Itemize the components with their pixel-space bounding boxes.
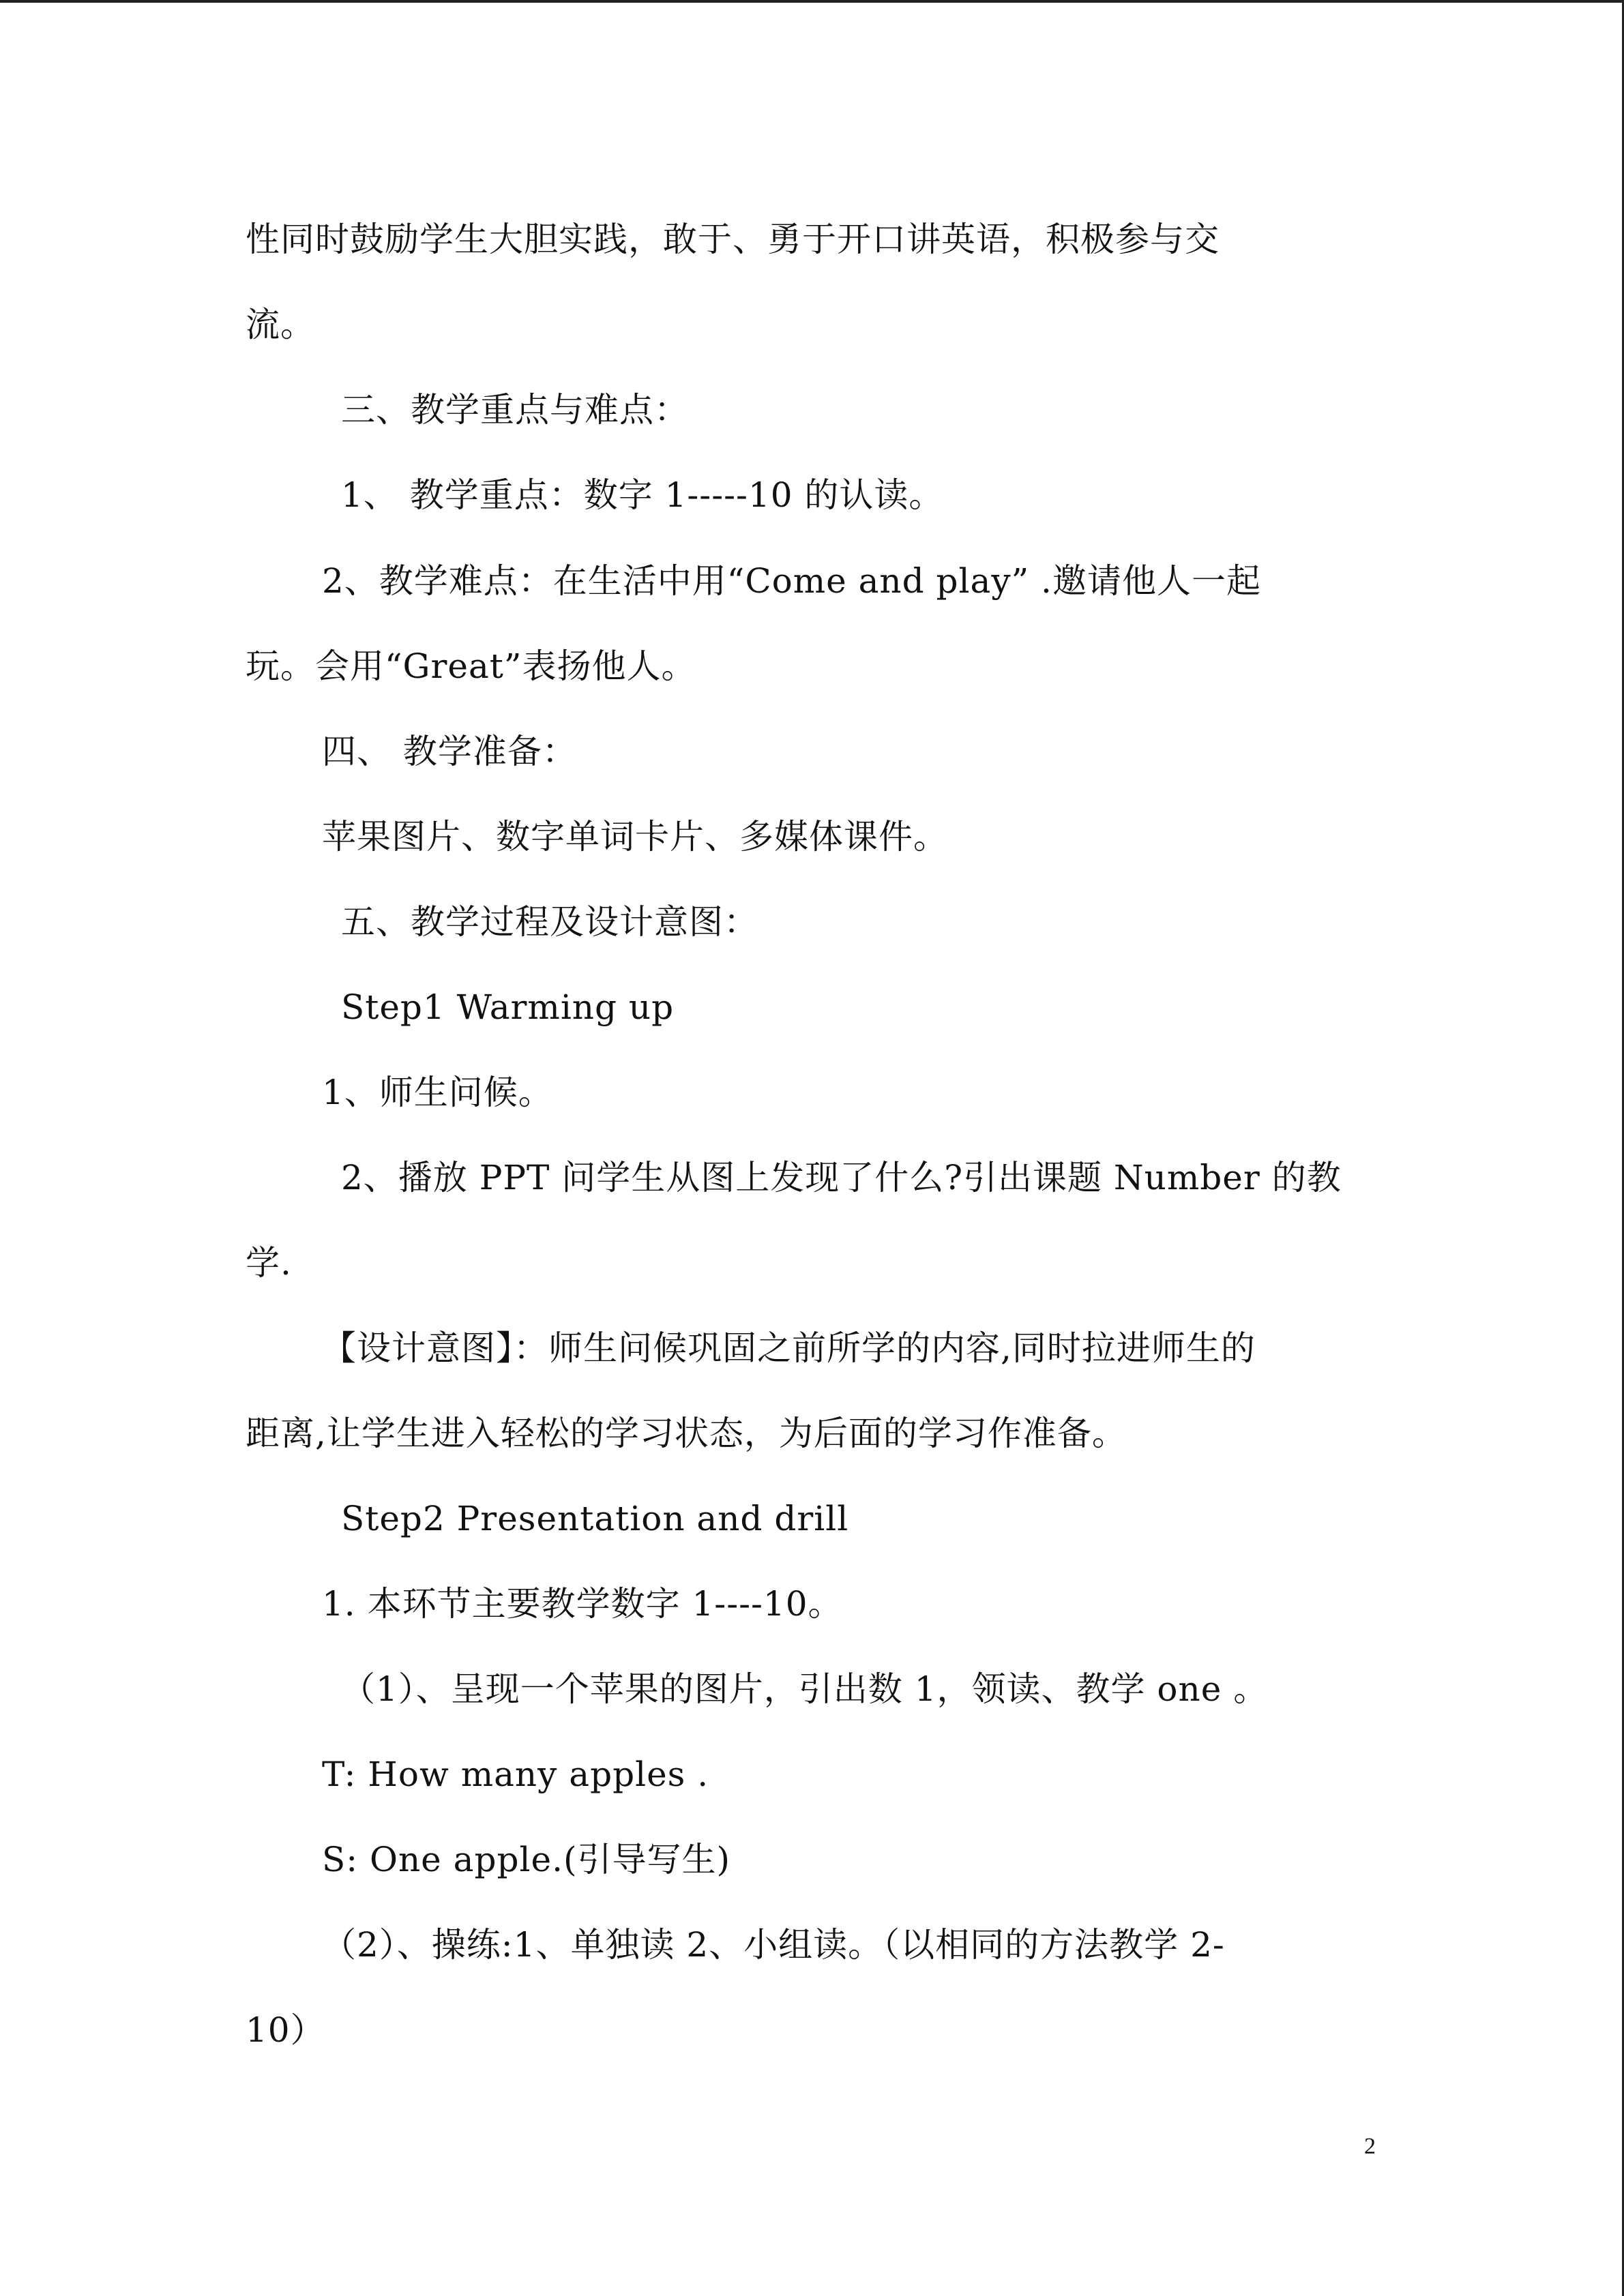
section-heading-3: 三、教学重点与难点： [341, 390, 689, 430]
text-line-6: 玩。会用“Great”表扬他人。 [246, 646, 696, 686]
text-line-8: 苹果图片、数字单词卡片、多媒体课件。 [322, 817, 948, 856]
step-heading-1: Step1 Warming up [341, 987, 675, 1027]
text-line-2: 流。 [246, 305, 315, 344]
section-heading-4: 四、 教学准备： [322, 732, 577, 771]
dialogue-teacher-line: T: How many apples . [322, 1755, 709, 1794]
page-number: 2 [1364, 2134, 1376, 2159]
text-line-22: 10） [246, 2010, 325, 2050]
section-heading-5: 五、教学过程及设计意图： [341, 902, 758, 942]
text-line-18: （1）、呈现一个苹果的图片，引出数 1，领读、教学 one 。 [341, 1669, 1269, 1709]
text-line-13: 学. [246, 1243, 292, 1283]
design-intent-line-2: 距离,让学生进入轻松的学习状态，为后面的学习作准备。 [246, 1414, 1127, 1453]
text-line-17: 1. 本环节主要教学数字 1----10。 [322, 1584, 843, 1624]
text-line-4: 1、 教学重点：数字 1-----10 的认读。 [341, 475, 944, 515]
text-line-5: 2、教学难点：在生活中用“Come and play” .邀请他人一起 [322, 561, 1261, 601]
dialogue-student-line: S: One apple.(引导写生) [322, 1840, 730, 1879]
step-heading-2: Step2 Presentation and drill [341, 1499, 849, 1538]
text-line-21: （2）、操练:1、单独读 2、小组读。（以相同的方法教学 2- [322, 1925, 1225, 1965]
text-line-12: 2、播放 PPT 问学生从图上发现了什么?引出课题 Number 的教 [341, 1158, 1342, 1197]
design-intent-line-1: 【设计意图】：师生问候巩固之前所学的内容,同时拉进师生的 [322, 1328, 1256, 1368]
text-line-11: 1、师生问候。 [322, 1073, 553, 1112]
text-line-1: 性同时鼓励学生大胆实践，敢于、勇于开口讲英语，积极参与交 [246, 220, 1220, 259]
